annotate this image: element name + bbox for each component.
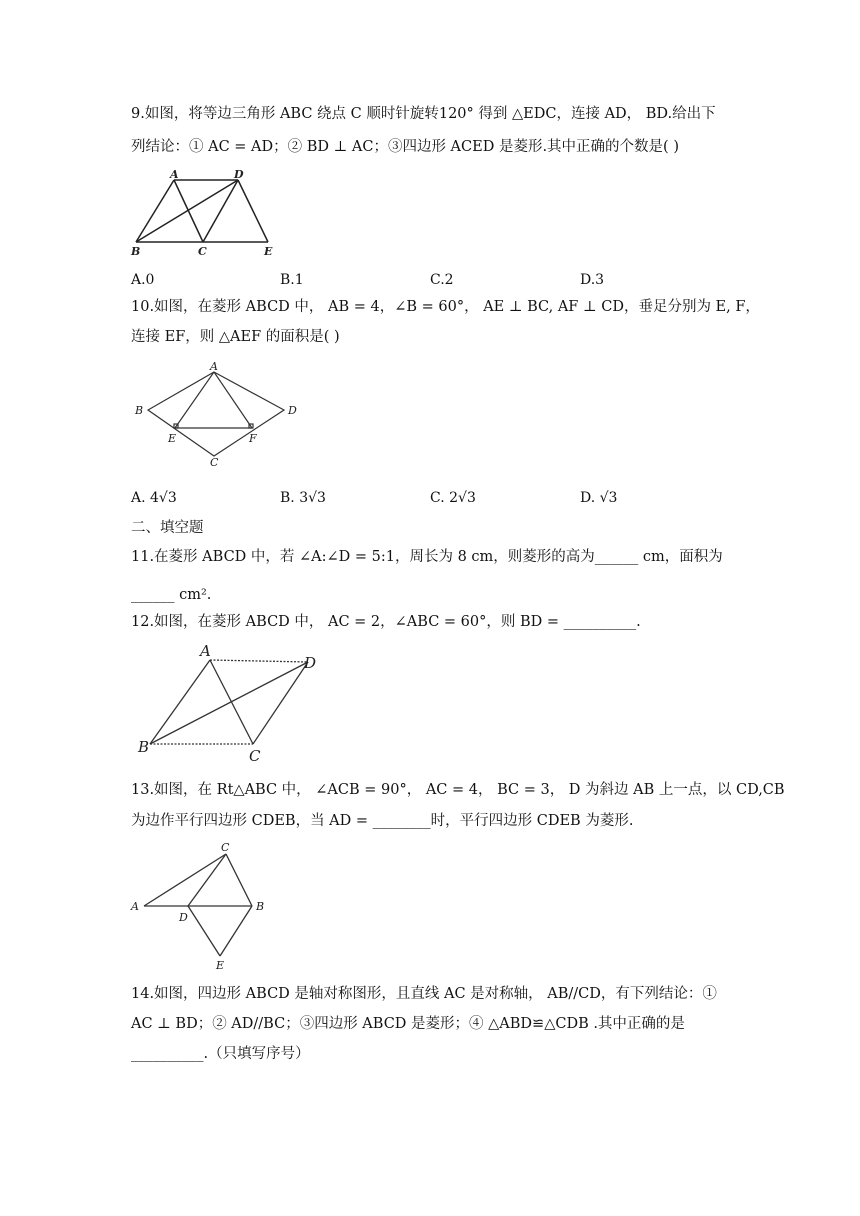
q12-label-c: C [249,747,261,765]
q9-label-b: B [131,245,141,258]
q9-label-e: E [264,245,273,258]
q12-label-d: D [304,654,317,672]
q9-option-d: D.3 [580,272,605,288]
q9-figure [128,168,280,260]
q11-line-2: ______ cm². [131,587,212,603]
q10-line-2: 连接 EF，则 △AEF 的面积是( ) [131,329,340,345]
q12-line-1: 12.如图，在菱形 ABCD 中， AC = 2，∠ABC = 60°，则 BD = __________. [131,614,641,630]
q14-line-2: AC ⊥ BD；② AD//BC；③四边形 ABCD 是菱形；④ △ABD≌△CDB .其中正确的是 [131,1016,685,1032]
q9-option-c: C.2 [430,272,454,288]
q10-label-f: F [249,432,257,445]
section-heading-fill-in: 二、填空题 [131,520,204,536]
q10-option-d: D. √3 [580,490,618,506]
q13-label-d: D [179,911,188,924]
q13-label-b: B [256,900,265,913]
q13-label-e: E [216,959,225,972]
q12-figure [132,640,328,768]
q9-label-a: A [170,168,179,181]
q12-label-b: B [138,738,150,756]
q9-option-a: A.0 [131,272,155,288]
q14-line-3: __________.（只填写序号） [131,1046,310,1062]
q9-label-c: C [198,245,207,258]
q9-line-1: 9.如图，将等边三角形 ABC 绕点 C 顺时针旋转120° 得到 △EDC，连接 AD， BD.给出下 [131,106,716,122]
q10-label-a: A [210,360,218,373]
q13-line-1: 13.如图，在 Rt△ABC 中， ∠ACB = 90°， AC = 4， BC = 3， D 为斜边 AB 上一点，以 CD,CB [131,782,785,798]
q10-label-d: D [288,404,297,417]
q14-line-1: 14.如图，四边形 ABCD 是轴对称图形，且直线 AC 是对称轴， AB//CD，有下列结论：① [131,986,717,1002]
q13-line-2: 为边作平行四边形 CDEB，当 AD = ________时，平行四边形 CDEB 为菱形. [131,813,634,829]
q9-label-d: D [234,168,244,181]
q9-option-b: B.1 [280,272,304,288]
q13-label-c: C [221,841,230,854]
q10-line-1: 10.如图，在菱形 ABCD 中， AB = 4，∠B = 60°， AE ⊥ BC, AF ⊥ CD，垂足分别为 E, F， [131,299,760,315]
q11-line-1: 11.在菱形 ABCD 中，若 ∠A:∠D = 5:1，周长为 8 cm，则菱形的高为______ cm，面积为 [131,549,723,565]
q10-option-b: B. 3√3 [280,490,326,506]
q9-line-2: 列结论：① AC = AD；② BD ⊥ AC；③四边形 ACED 是菱形.其中正确的个数是( ) [131,139,679,155]
q10-label-e: E [168,432,177,445]
q10-label-c: C [210,456,219,469]
q13-figure [128,838,272,972]
q10-figure [128,358,306,476]
q10-option-c: C. 2√3 [430,490,476,506]
q13-label-a: A [131,900,139,913]
q10-option-a: A. 4√3 [131,490,177,506]
q10-label-b: B [135,404,144,417]
q12-label-a: A [200,642,211,660]
